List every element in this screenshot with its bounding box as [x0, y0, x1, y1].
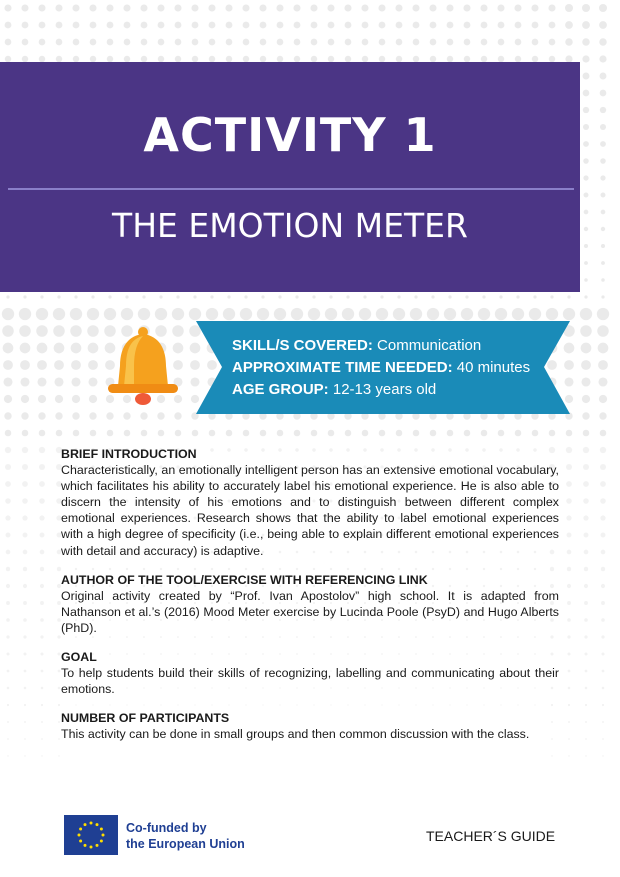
info-banner: [196, 321, 570, 414]
time-label: APPROXIMATE TIME NEEDED:: [232, 359, 453, 376]
skill-line: [232, 335, 530, 357]
eu-star: [78, 834, 81, 837]
participants-text: This activity can be done in small groups and then common discussion with the class.: [61, 727, 530, 742]
age-line: [232, 379, 530, 401]
goal-heading: GOAL: [61, 650, 97, 665]
time-line: [232, 357, 530, 379]
time-value: 40 minutes: [456, 359, 531, 376]
eu-flag-icon: [64, 815, 118, 855]
eu-star: [100, 828, 103, 831]
skill-label: SKILL/S COVERED:: [232, 337, 373, 354]
activity-subtitle: THE EMOTION METER: [112, 206, 468, 245]
eu-star: [96, 823, 99, 826]
intro-text: Characteristically, an emotionally intelligent person has an extensive emotional vocabulary, which facilitates his ability to accurately label his emotional experience. He is also able to discern the intensity of his emotions and to distinguish between different complex emotional experiences. Research shows that the ability to label emotional experiences with a high degree of specificity (i.e., being able to explain different emotional experiences with detail and accuracy) is adaptive.: [61, 463, 559, 558]
title-divider: [8, 188, 574, 190]
eu-star: [90, 846, 93, 849]
participants-heading: NUMBER OF PARTICIPANTS: [61, 711, 230, 726]
skill-value: Communication: [377, 337, 482, 354]
author-text: Original activity created by “Prof. Ivan Apostolov” high school. It is adapted from Nathanson et al.’s (2016) Mood Meter exercise by Lucinda Poole (PsyD) and Hugo Alberts (PhD).: [61, 588, 559, 635]
goal-text: To help students build their skills of recognizing, labelling and communicating about their emotions.: [61, 666, 559, 697]
title-header: [0, 62, 580, 292]
age-value: 12-13 years old: [332, 381, 437, 398]
teachers-guide-label: TEACHER´S GUIDE: [426, 828, 556, 844]
intro-heading: BRIEF INTRODUCTION: [61, 447, 197, 461]
eu-star: [84, 844, 87, 847]
eu-line-2: the European Union: [126, 837, 245, 851]
eu-star: [84, 823, 87, 826]
author-heading: AUTHOR OF THE TOOL/EXERCISE WITH REFERENCING LINK: [61, 572, 428, 587]
eu-funding-label: [126, 820, 245, 852]
activity-title: ACTIVITY 1: [143, 108, 437, 162]
eu-star: [79, 840, 82, 843]
eu-star: [100, 840, 103, 843]
age-label: AGE GROUP:: [232, 381, 329, 398]
eu-star: [102, 834, 105, 837]
eu-star: [79, 828, 82, 831]
content-body: [61, 446, 559, 743]
eu-star: [90, 822, 93, 825]
bell-icon: [104, 326, 182, 408]
eu-star: [96, 844, 99, 847]
eu-line-1: Co-funded by: [126, 821, 207, 835]
